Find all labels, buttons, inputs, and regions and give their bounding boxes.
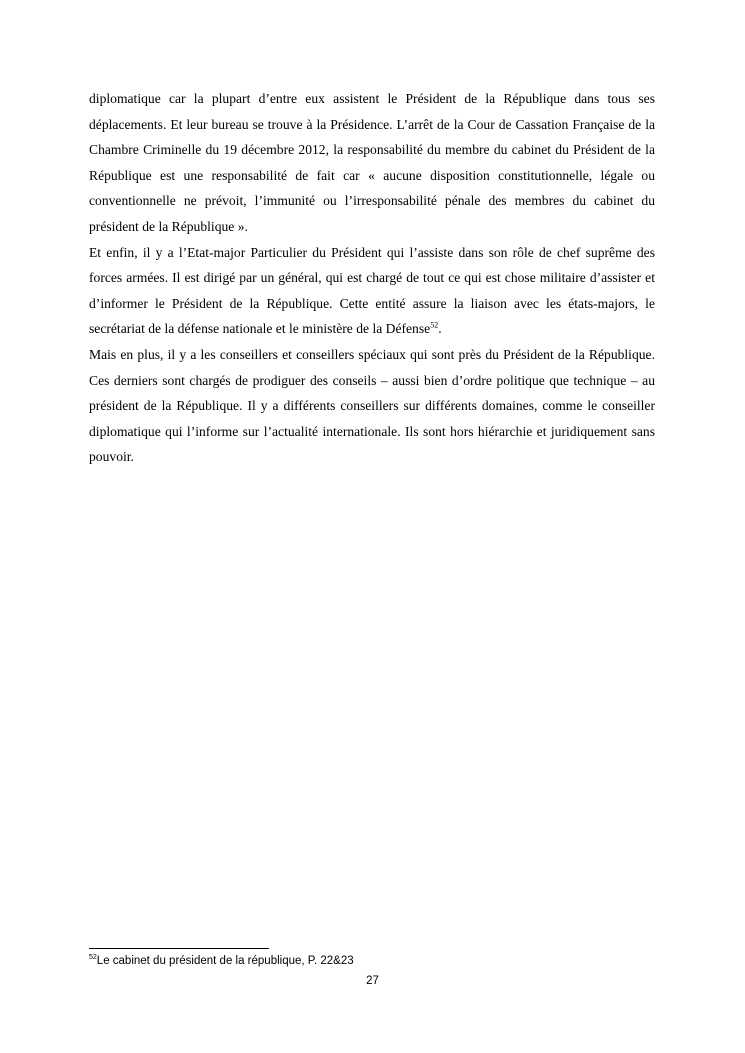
paragraph-etat-major-end: . [438,321,442,337]
footnote-reference[interactable]: 52 [430,320,439,330]
footnote-separator [89,948,269,949]
paragraph-cabinet-responsibility: diplomatique car la plupart d’entre eux assistent le Président de la République dans tous ses déplacements. Et leur bureau se trouve à la Présidence. L’arrêt de la Cour de Cassation Française de la Chambre Criminelle du 19 décembre 2012, la responsabilité du membre du cabinet du Président de la République est une responsabilité de fait car « aucune disposition constitutionnelle, légale ou conventionnelle ne prévoit, l’immunité ou l’irresponsabilité pénale des membres du cabinet du président de la République ». [89,91,655,234]
paragraph-etat-major-text: Et enfin, il y a l’Etat-major Particulier du Président qui l’assiste dans son rôle de chef suprême des forces armées. Il est dirigé par un général, qui est chargé de tout ce qui est chose militaire d’assister et d’informer le Président de la République. Cette entité assure la liaison avec les états-majors, le secrétariat de la défense nationale et le ministère de la Défense [89,244,655,337]
footnote-number: 52 [89,954,97,962]
page-number: 27 [366,975,379,987]
paragraph-etat-major [89,240,655,342]
footnote [89,953,649,969]
paragraph-conseillers: Mais en plus, il y a les conseillers et conseillers spéciaux qui sont près du Président de la République. Ces derniers sont chargés de prodiguer des conseils – aussi bien d’ordre politique que technique – au président de la République. Il y a différents conseillers sur différents domaines, comme le conseiller diplomatique qui l’informe sur l’actualité internationale. Ils sont hors hiérarchie et juridiquement sans pouvoir. [89,346,655,465]
body-text [89,86,655,470]
footnote-text: Le cabinet du président de la république, P. 22&23 [96,955,354,967]
